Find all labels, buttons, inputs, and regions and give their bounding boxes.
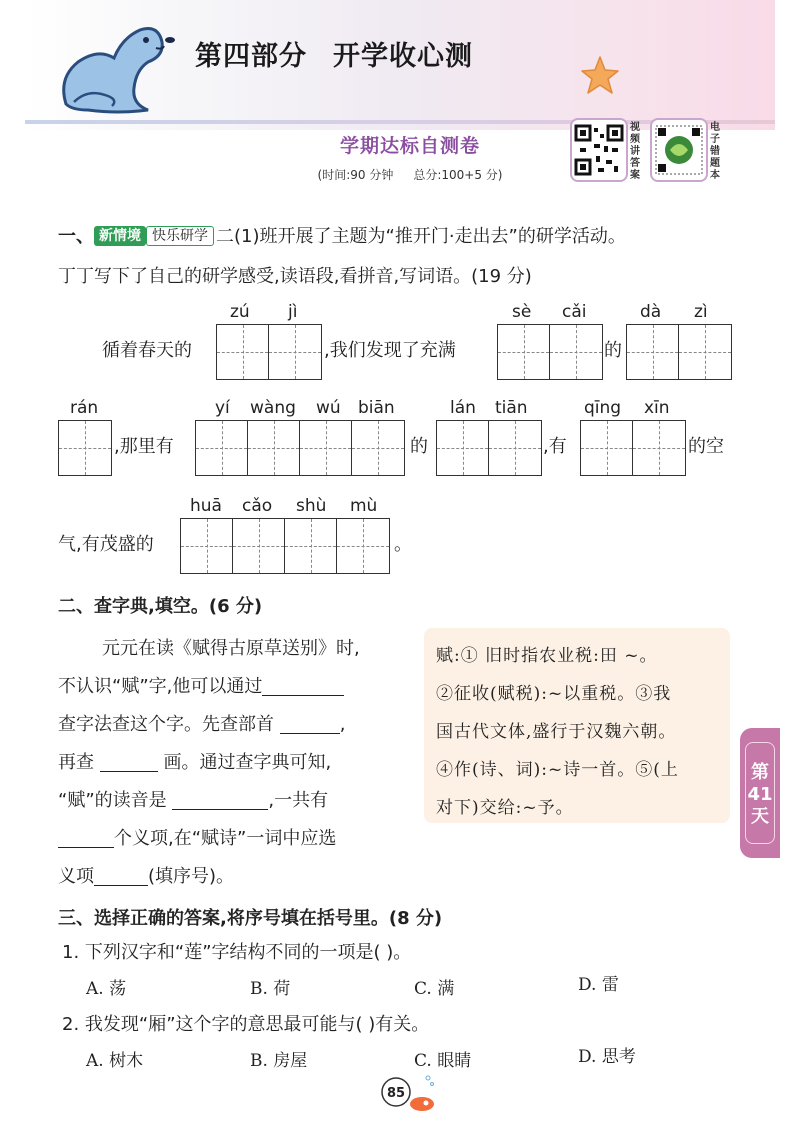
qr-video-caption (630, 122, 646, 182)
passage-text: 的空 (688, 436, 724, 457)
writing-cell[interactable] (196, 421, 248, 475)
answer-grid-yiwangwubian[interactable] (195, 420, 405, 476)
section1-intro-line2: 丁丁写下了自己的研学感受,读语段,看拼音,写词语。(19 分) (58, 266, 532, 287)
writing-cell[interactable] (627, 325, 679, 379)
caption-char: 本 (710, 170, 720, 181)
section2-line (58, 710, 345, 736)
section2-text: 个义项,在“赋诗”一词中应选 (114, 828, 337, 849)
part-title-name: 开学收心测 (333, 41, 473, 72)
writing-cell[interactable] (633, 421, 685, 475)
writing-cell[interactable] (352, 421, 404, 475)
q1-option-b[interactable]: B. 荷 (250, 979, 291, 999)
pinyin: xīn (644, 398, 670, 418)
writing-cell[interactable] (248, 421, 300, 475)
blank-sense-count[interactable] (58, 830, 114, 848)
pinyin: biān (358, 398, 395, 418)
answer-grid-zuji[interactable] (216, 324, 322, 380)
page-number: 85 (386, 1086, 406, 1101)
writing-cell[interactable] (498, 325, 550, 379)
q2-option-a[interactable]: A. 树木 (86, 1051, 144, 1071)
answer-grid-huacaoshumu[interactable] (180, 518, 390, 574)
qr-code-error-book[interactable] (650, 118, 708, 182)
passage-text: ,我们发现了充满 (324, 340, 456, 361)
pinyin: rán (70, 398, 99, 418)
dictionary-line: 国古代文体,盛行于汉魏六朝。 (436, 722, 677, 742)
writing-cell[interactable] (300, 421, 352, 475)
pinyin: sè (512, 302, 532, 322)
question-1: 1. 下列汉字和“莲”字结构不同的一项是( )。 (62, 942, 412, 963)
pinyin: zì (694, 302, 708, 322)
writing-cell[interactable] (550, 325, 602, 379)
writing-cell[interactable] (217, 325, 269, 379)
test-title: 学期达标自测卷 (339, 135, 480, 157)
blank-lookup-method[interactable] (262, 678, 344, 696)
q1-option-c[interactable]: C. 满 (414, 979, 455, 999)
caption-char: 视 (630, 122, 640, 133)
writing-cell[interactable] (679, 325, 731, 379)
section2-text: (填序号)。 (148, 866, 235, 887)
section3-heading: 三、选择正确的答案,将序号填在括号里。(8 分) (58, 908, 443, 929)
writing-cell[interactable] (337, 519, 389, 573)
writing-cell[interactable] (285, 519, 337, 573)
writing-cell[interactable] (233, 519, 285, 573)
pinyin: cǎo (242, 496, 273, 516)
caption-char: 案 (630, 170, 640, 181)
answer-grid-dazi[interactable] (626, 324, 732, 380)
section1-number: 一、 (58, 226, 94, 247)
passage-text: 气,有茂盛的 (58, 534, 154, 555)
day-tab-number: 41 (747, 784, 773, 805)
pinyin: yí (215, 398, 230, 418)
pinyin: dà (640, 302, 662, 322)
qr-pattern-icon (652, 120, 706, 180)
q2-option-b[interactable]: B. 房屋 (250, 1051, 308, 1071)
answer-grid-secai[interactable] (497, 324, 603, 380)
answer-grid-ran[interactable] (58, 420, 112, 476)
caption-char: 讲 (630, 146, 640, 157)
day-tab (740, 728, 780, 858)
section2-text: 画。通过查字典可知, (163, 752, 332, 773)
pinyin: huā (190, 496, 222, 516)
writing-cell[interactable] (181, 519, 233, 573)
test-score: 总分:100+5 分) (413, 168, 503, 182)
section2-text: 义项 (58, 866, 94, 887)
dictionary-line: ②征收(赋税):~以重税。③我 (436, 684, 672, 704)
section2-line (58, 672, 344, 698)
section2-text: 再查 (58, 752, 94, 773)
answer-grid-lantian[interactable] (436, 420, 542, 476)
section2-line (58, 786, 328, 812)
blank-stroke-count[interactable] (100, 754, 158, 772)
passage-text: 的 (604, 340, 622, 361)
qr-error-caption (710, 122, 726, 182)
writing-cell[interactable] (59, 421, 111, 475)
section2-line (58, 748, 331, 774)
pinyin: mù (350, 496, 378, 516)
passage-text: ,那里有 (114, 436, 174, 457)
blank-sense-number[interactable] (94, 868, 148, 886)
day-tab-char: 天 (751, 806, 769, 827)
pinyin: cǎi (562, 302, 587, 322)
caption-char: 频 (630, 134, 640, 145)
writing-cell[interactable] (437, 421, 489, 475)
pinyin: lán (450, 398, 476, 418)
section2-line: 元元在读《赋得古原草送别》时, (102, 638, 360, 659)
caption-char: 错 (710, 146, 720, 157)
section2-text: ,一共有 (268, 790, 329, 811)
dictionary-line: 赋:① 旧时指农业税:田 ~。 (436, 646, 658, 666)
section2-heading: 二、查字典,填空。(6 分) (58, 596, 263, 617)
writing-cell[interactable] (269, 325, 321, 379)
q1-option-d[interactable]: D. 雷 (578, 975, 619, 995)
passage-text: 循着春天的 (102, 340, 192, 361)
writing-cell[interactable] (581, 421, 633, 475)
passage-text: 。 (394, 534, 412, 555)
question-2: 2. 我发现“厢”这个字的意思最可能与( )有关。 (62, 1014, 430, 1035)
day-tab-label (740, 762, 780, 828)
section2-text: “赋”的读音是 (58, 790, 167, 811)
qr-code-video[interactable] (570, 118, 628, 182)
day-tab-char: 第 (751, 762, 769, 783)
q2-option-d[interactable]: D. 思考 (578, 1047, 636, 1067)
caption-char: 答 (630, 158, 640, 169)
starfish-icon (580, 55, 620, 95)
pinyin: shù (296, 496, 327, 516)
dictionary-line: 对下)交给:~予。 (436, 798, 574, 818)
section2-line (58, 824, 336, 850)
pinyin: jì (288, 302, 298, 322)
pinyin: wú (316, 398, 341, 418)
answer-grid-qingxin[interactable] (580, 420, 686, 476)
writing-cell[interactable] (489, 421, 541, 475)
sea-lion-illustration (48, 18, 178, 114)
part-title (195, 34, 473, 73)
dictionary-entry (436, 637, 726, 827)
q2-option-c[interactable]: C. 眼睛 (414, 1051, 472, 1071)
dictionary-line: ④作(诗、词):~诗一首。⑤(上 (436, 760, 679, 780)
blank-radical[interactable] (280, 716, 340, 734)
blank-pronunciation[interactable] (172, 792, 268, 810)
caption-char: 题 (710, 158, 720, 169)
qr-pattern-icon (572, 120, 626, 180)
section1-intro-text: 二(1)班开展了主题为“推开门·走出去”的研学活动。 (216, 226, 626, 247)
passage-text: 的 (410, 436, 428, 457)
part-title-section: 第四部分 (195, 41, 307, 72)
passage-text: ,有 (543, 436, 567, 457)
pinyin: zú (230, 302, 250, 322)
section1-intro-line1 (58, 222, 626, 248)
tag-new-context: 新情境 (94, 226, 146, 246)
caption-char: 电 (710, 122, 720, 133)
test-time: (时间:90 分钟 (317, 168, 394, 182)
pinyin: qīng (584, 398, 622, 418)
section2-line (58, 862, 234, 888)
section2-text: 不认识“赋”字,他可以通过 (58, 676, 263, 697)
tag-happy-study: 快乐研学 (146, 226, 214, 246)
pinyin: tiān (495, 398, 528, 418)
caption-char: 子 (710, 134, 720, 145)
q1-option-a[interactable]: A. 荡 (86, 979, 127, 999)
pinyin: wàng (250, 398, 296, 418)
section2-text: 查字法查这个字。先查部首 (58, 714, 274, 735)
section2-text: , (339, 714, 346, 735)
submarine-page-icon (376, 1070, 436, 1114)
